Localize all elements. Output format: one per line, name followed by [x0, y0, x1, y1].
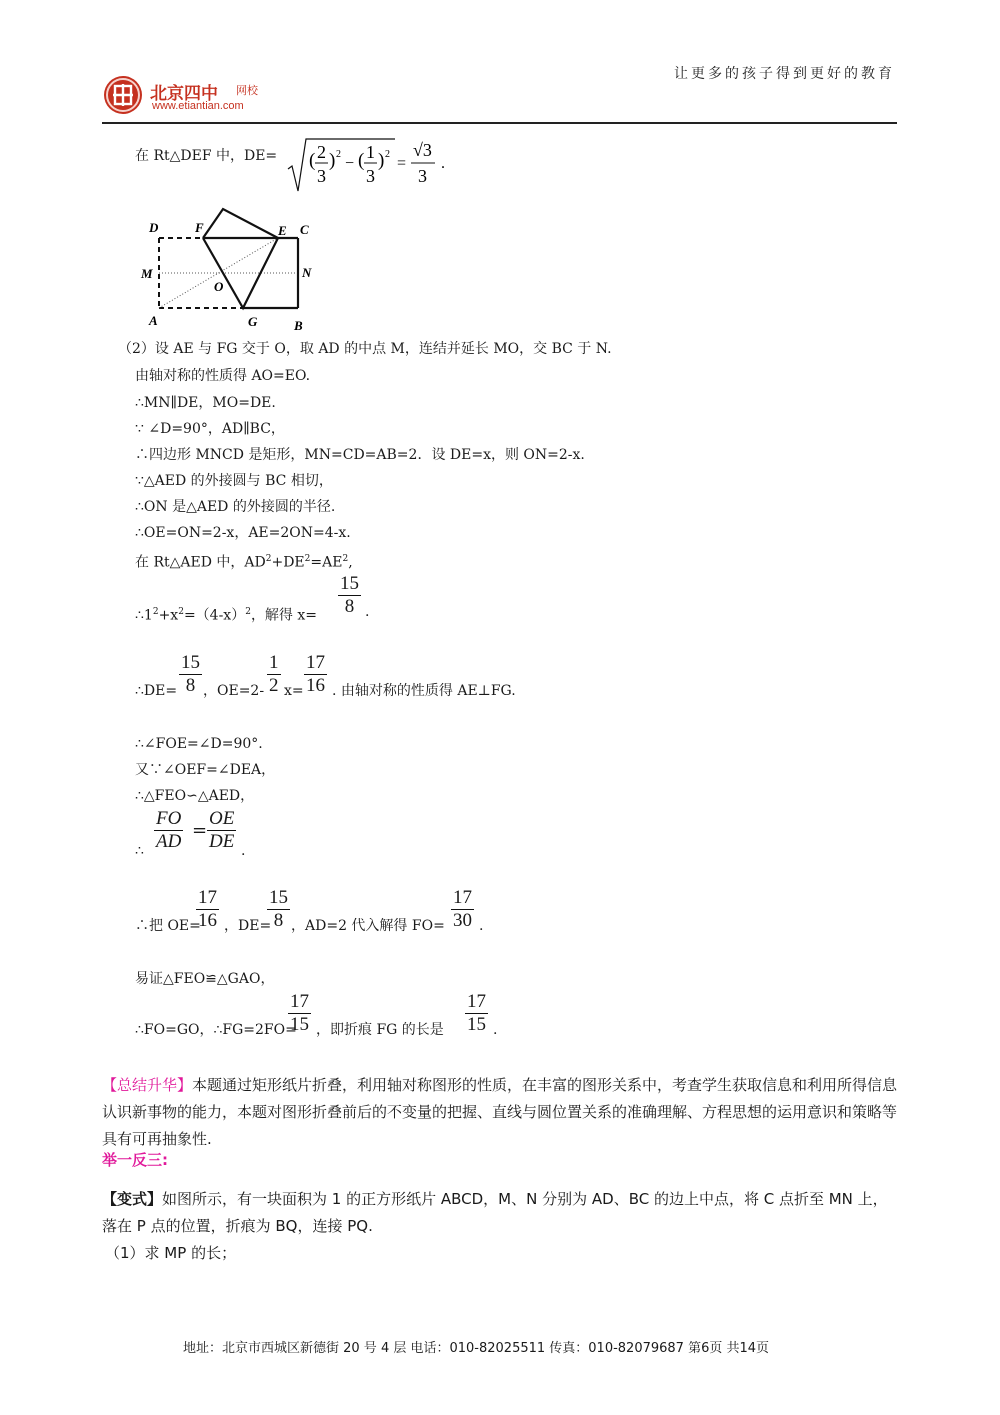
- f2-den: 3: [366, 166, 375, 186]
- svg-text:.: .: [441, 155, 445, 172]
- header-divider: [102, 122, 897, 124]
- de-formula: [287, 136, 447, 198]
- folding-figure: [135, 205, 325, 339]
- extension-title: 举一反三:: [102, 1151, 168, 1169]
- school-seal-icon: [104, 76, 142, 114]
- variant-text: 如图所示，有一块面积为 1 的正方形纸片 ABCD，M、N 分别为 AD、BC 的边上中点，将 C 点折至 MN 上，落在 P 点的位置，折痕为 BQ，连接 PQ.: [102, 1190, 888, 1235]
- fraction-fg2: $\frac{17}{15}$: [467, 991, 486, 1035]
- fraction-oe: $\frac{17}{16}$: [306, 652, 325, 696]
- fraction-oe2: $\frac{17}{16}$: [198, 887, 217, 931]
- step-line: ∴OE=ON=2-x，AE=2ON=4-x.: [135, 525, 351, 541]
- svg-text:2: 2: [385, 149, 390, 160]
- svg-text:=: =: [397, 155, 407, 172]
- label-c: C: [300, 222, 309, 237]
- step-line: ∵△AED 的外接圆与 BC 相切，: [135, 473, 333, 489]
- label-b: B: [294, 318, 303, 333]
- fraction-x: $\frac{15}{8}$: [340, 573, 359, 617]
- label-e: E: [278, 223, 287, 238]
- question-1: （1）求 MP 的长；: [105, 1244, 237, 1262]
- step-line: $\therefore 1^2+x^2=(4-x)^2$，解得 x=: [135, 607, 318, 624]
- slogan: 让更多的孩子得到更好的教育: [674, 66, 895, 82]
- label-n: N: [302, 265, 312, 280]
- step-line: ∴MN∥DE，MO=DE.: [135, 395, 276, 411]
- f1-den: 3: [317, 166, 326, 186]
- svg-text:): ): [329, 150, 336, 171]
- page: 让更多的孩子得到更好的教育 北京四中 网校 www.etiantian.com 在 Rt△DEF 中，DE= ( 2 3 ) 2 − ( 1 3 ) 2 = √3 3 . D F E C M N O A G B （2）设 AE 与 FG 交于 O，取 AD 的中点 M，连结并延长 MO，交 BC 于 N. 由轴对称的性质得 AO=EO. ∴MN∥DE，MO=DE. ∵ ∠D=90°，AD∥BC， ∴四边形 MNCD 是矩形，MN=CD=AB=2．设 DE=x，则 ON=2-x. ∵△AED 的外接圆与 BC 相切， ∴ON 是△AED 的外接圆的半径. ∴OE=ON=2-x，AE=2ON=4-x. 在 Rt△AED 中，$AD^2+DE^2=AE^2$, $\therefore 1^2+x^2=(4-x)^2$，解得 x= $\frac{15}{8}$ . ∴DE= $\frac{15}{8}$ ，OE=2- $\frac{1}{2}$ x= $\frac{17}{16}$ . 由轴对称的性质得 AE⊥FG. ∴∠FOE=∠D=90°. 又∵∠OEF=∠DEA， ∴△FEO∽△AED， ∴ $\frac{FO}{AD}$ = $\frac{OE}{DE}$ . ∴把 OE= $\frac{17}{16}$ ，DE= $\frac{15}{8}$ ，AD=2 代入解得 FO= $\frac{17}{30}$ . 易证△FEO≌△GAO， ∴FO=GO，∴FG=2FO= $\frac{17}{15}$ ，即折痕 FG 的长是 $\frac{17}{15}$ . 【总结升华】本题通过矩形纸片折叠，利用轴对称图形的性质，在丰富的图形关系中，考查学生获取信息和利用所得信息认识新事物的能力，本题对图形折叠前后的不变量的把握、直线与圆位置关系的准确理解、方程思想的运用意识和策略等具有可再抽象性. 举一反三: 【变式】如图所示，有一块面积为 1 的正方形纸片 ABCD，M、N 分别为 AD、BC 的边上中点，将 C 点折至 MN 上，落在 P 点的位置，折痕为 BQ，连接 PQ. （1）求 MP 的长； 地址：北京市西城区新德街 20 号 4 层 电话：010-82025511 传真：010-82079687 第6页 共14页: [0, 0, 1000, 1415]
- step-line: ∴DE=: [135, 683, 178, 699]
- svg-text:−: −: [345, 155, 355, 172]
- summary-tag: 【总结升华】: [102, 1076, 193, 1094]
- svg-text:): ): [378, 150, 385, 171]
- fraction-de: $\frac{15}{8}$: [181, 652, 200, 696]
- summary-text: 本题通过矩形纸片折叠，利用轴对称图形的性质，在丰富的图形关系中，考查学生获取信息和利用所得信息认识新事物的能力，本题对图形折叠前后的不变量的把握、直线与圆位置关系的准确理解、方程思想的运用意识和策略等具有可再抽象性.: [102, 1076, 898, 1148]
- step-line: ∴△FEO∽△AED，: [135, 788, 255, 804]
- step-line: ∴ON 是△AED 的外接圆的半径.: [135, 499, 336, 515]
- logo-net: 网校: [236, 84, 258, 97]
- variant-paragraph: [102, 1186, 902, 1240]
- logo-url: www.etiantian.com: [152, 100, 244, 112]
- fraction-fo: $\frac{17}{30}$: [453, 887, 472, 931]
- de-formula-line: [135, 147, 277, 165]
- f2-num: 1: [366, 142, 375, 162]
- fraction-de2: $\frac{15}{8}$: [269, 887, 288, 931]
- step-line: ∵ ∠D=90°，AD∥BC，: [135, 421, 285, 437]
- logo-name: 北京四中: [150, 84, 218, 104]
- label-g: G: [248, 314, 258, 329]
- result-den: 3: [418, 166, 427, 186]
- f1-num: 2: [317, 142, 326, 162]
- step-line: 又∵∠OEF=∠DEA，: [135, 762, 276, 778]
- label-m: M: [141, 266, 153, 281]
- footer: 地址：北京市西城区新德街 20 号 4 层 电话：010-82025511 传真：010-82079687 第6页 共14页: [183, 1341, 770, 1356]
- fraction-fg: $\frac{17}{15}$: [290, 991, 309, 1035]
- step-line: ∴把 OE=: [135, 918, 201, 934]
- svg-text:(: (: [309, 150, 316, 171]
- result-num: √3: [413, 140, 432, 160]
- summary-paragraph: [102, 1072, 902, 1153]
- fraction-fo-ad: $\frac{FO}{AD}$: [156, 808, 182, 852]
- step-line: ∴四边形 MNCD 是矩形，MN=CD=AB=2．设 DE=x，则 ON=2-x.: [135, 447, 585, 463]
- svg-text:2: 2: [336, 149, 341, 160]
- svg-text:(: (: [358, 150, 365, 171]
- variant-tag: 【变式】: [102, 1190, 163, 1208]
- label-f: F: [195, 220, 204, 235]
- label-o: O: [214, 279, 224, 294]
- de-formula-prefix: 在 Rt△DEF 中，DE=: [135, 148, 278, 164]
- step-line: （2）设 AE 与 FG 交于 O，取 AD 的中点 M，连结并延长 MO，交 BC 于 N.: [118, 341, 612, 357]
- step-line: 在 Rt△AED 中，$AD^2+DE^2=AE^2$,: [135, 554, 353, 571]
- step-line: 易证△FEO≌△GAO，: [135, 971, 275, 987]
- step-line: ∴FO=GO，∴FG=2FO=: [135, 1022, 297, 1038]
- fraction-half: $\frac{1}{2}$: [269, 652, 279, 696]
- label-a: A: [149, 313, 158, 328]
- step-line: 由轴对称的性质得 AO=EO.: [135, 368, 311, 384]
- label-d: D: [149, 220, 159, 235]
- step-line: ∴∠FOE=∠D=90°.: [135, 736, 263, 752]
- fraction-oe-de: $\frac{OE}{DE}$: [209, 808, 235, 852]
